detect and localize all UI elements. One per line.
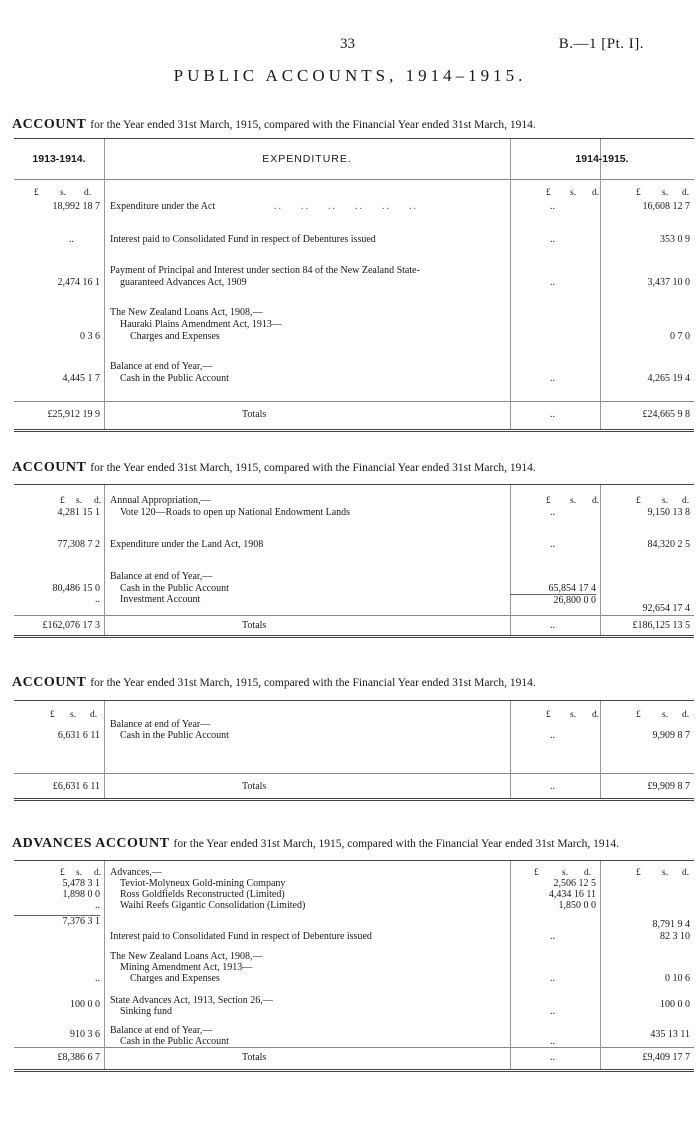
- unit-shilling: s.: [76, 868, 83, 878]
- advance-prev-amount: 1,898 0 0: [62, 889, 100, 900]
- row-description: Annual Appropriation,—: [110, 495, 211, 506]
- unit-pound: £: [636, 496, 641, 506]
- row-current-amount: 9,909 8 7: [652, 730, 690, 741]
- unit-pound: £: [546, 710, 551, 720]
- row-mid-amount: ..: [550, 201, 555, 212]
- row-current-amount: 92,654 17 4: [642, 603, 690, 614]
- unit-pence: d.: [592, 188, 600, 198]
- section4-heading-bold: ADVANCES ACCOUNT: [12, 836, 170, 851]
- unit-pence: d.: [84, 188, 92, 198]
- advance-amount: 1,850 0 0: [558, 900, 596, 911]
- row-description: Expenditure under the Act: [110, 201, 216, 212]
- advance-company: Ross Goldfields Reconstructed (Limited): [120, 889, 285, 900]
- unit-pence: d.: [592, 710, 600, 720]
- total-mid-amount: ..: [550, 781, 555, 792]
- row-description-cont: Cash in the Public Account: [120, 373, 229, 384]
- unit-pence: d.: [94, 496, 102, 506]
- row-prev-amount: ..: [95, 594, 100, 605]
- unit-pound: £: [636, 710, 641, 720]
- row-prev-amount: 80,486 15 0: [52, 583, 100, 594]
- unit-pound: £: [50, 710, 55, 720]
- unit-pound: £: [636, 188, 641, 198]
- totals-label: Totals: [242, 781, 267, 792]
- section2-heading: [12, 460, 536, 476]
- total-current-amount: £9,909 8 7: [647, 781, 690, 792]
- total-prev-amount: £25,912 19 9: [47, 409, 100, 420]
- row-current-amount: 3,437 10 0: [647, 277, 690, 288]
- row-prev-amount: 2,474 16 1: [57, 277, 100, 288]
- unit-pence: d.: [682, 496, 690, 506]
- totals-label: Totals: [242, 1052, 267, 1063]
- row-mid-amount: ..: [550, 1006, 555, 1017]
- unit-shilling: s.: [60, 188, 67, 198]
- section3-heading-bold: ACCOUNT: [12, 675, 87, 690]
- row-description-cont: Charges and Expenses: [130, 973, 220, 984]
- row-mid-amount: ..: [550, 277, 555, 288]
- advance-company: Teviot-Molyneux Gold-mining Company: [120, 878, 286, 889]
- section1-table: [14, 138, 694, 432]
- row-prev-amount: 910 3 6: [70, 1029, 100, 1040]
- row-description-cont: Sinking fund: [120, 1006, 172, 1017]
- total-mid-amount: ..: [550, 409, 555, 420]
- section2-heading-bold: ACCOUNT: [12, 460, 87, 475]
- unit-pence: d.: [94, 868, 102, 878]
- unit-shilling: s.: [76, 496, 83, 506]
- row-prev-amount: 6,631 6 11: [57, 730, 100, 741]
- advance-company: Waihi Reefs Gigantic Consolidation (Limited): [120, 900, 306, 911]
- unit-shilling: s.: [662, 188, 669, 198]
- section2-heading-text: for the Year ended 31st March, 1915, compared with the Financial Year ended 31st March, 1914.: [90, 462, 536, 474]
- row-prev-amount: 18,992 18 7: [52, 201, 100, 212]
- unit-pence: d.: [584, 868, 592, 878]
- section3-heading: [12, 675, 536, 691]
- row-prev-amount: 0 3 6: [80, 331, 100, 342]
- advance-amount: 2,506 12 5: [553, 878, 596, 889]
- row-description-cont: Vote 120—Roads to open up National Endowment Lands: [120, 507, 351, 518]
- unit-pence: d.: [682, 710, 690, 720]
- row-prev-amount: 77,308 7 2: [57, 539, 100, 550]
- unit-shilling: s.: [662, 496, 669, 506]
- section3-heading-text: for the Year ended 31st March, 1915, compared with the Financial Year ended 31st March, 1914.: [90, 677, 536, 689]
- document-reference: B.—1 [Pt. I].: [558, 36, 644, 52]
- row-prev-amount: ..: [69, 234, 74, 245]
- row-description-cont: Cash in the Public Account: [120, 730, 229, 741]
- total-current-amount: £24,665 9 8: [642, 409, 690, 420]
- advances-current-subtotal: 8,791 9 4: [652, 919, 690, 930]
- section1-heading-bold: ACCOUNT: [12, 117, 87, 132]
- unit-shilling: s.: [662, 868, 669, 878]
- section3-table: [14, 700, 694, 801]
- total-mid-amount: ..: [550, 1052, 555, 1063]
- row-prev-amount: ..: [95, 973, 100, 984]
- row-mid-amount: ..: [550, 539, 555, 550]
- advance-amount: 4,434 16 11: [548, 889, 596, 900]
- section4-heading: [12, 836, 619, 852]
- unit-pence: d.: [592, 496, 600, 506]
- col-header-expenditure: EXPENDITURE.: [262, 153, 352, 165]
- row-description: Payment of Principal and Interest under section 84 of the New Zealand State-: [110, 265, 420, 276]
- row-description-cont: Investment Account: [120, 594, 201, 605]
- unit-shilling: s.: [662, 710, 669, 720]
- advance-prev-amount: ..: [95, 900, 100, 911]
- row-current-amount: 0 7 0: [670, 331, 690, 342]
- unit-pound: £: [534, 868, 539, 878]
- row-current-amount: 4,265 19 4: [647, 373, 690, 384]
- row-mid-amount: ..: [550, 234, 555, 245]
- row-current-amount: 435 13 11: [650, 1029, 690, 1040]
- row-description-cont: Cash in the Public Account: [120, 583, 229, 594]
- leader-dots: .. .. .. .. .. ..: [274, 201, 418, 212]
- unit-pence: d.: [90, 710, 98, 720]
- row-description: Expenditure under the Land Act, 1908: [110, 539, 264, 550]
- row-description-cont: Cash in the Public Account: [120, 1036, 229, 1047]
- col-header-prev-year: 1913-1914.: [32, 153, 86, 165]
- unit-shilling: s.: [570, 710, 577, 720]
- row-description: Balance at end of Year,—: [110, 1025, 213, 1036]
- row-description: State Advances Act, 1913, Section 26,—: [110, 995, 273, 1006]
- row-description-cont: Charges and Expenses: [130, 331, 220, 342]
- row-description: Interest paid to Consolidated Fund in respect of Debentures issued: [110, 234, 376, 245]
- total-current-amount: £9,409 17 7: [642, 1052, 690, 1063]
- row-mid-amount: ..: [550, 730, 555, 741]
- row-mid-amount: ..: [550, 973, 555, 984]
- row-prev-amount: 100 0 0: [70, 999, 100, 1010]
- row-mid-amount: ..: [550, 507, 555, 518]
- unit-pence: d.: [682, 188, 690, 198]
- row-mid-amount: ..: [550, 373, 555, 384]
- section4-table: [14, 860, 694, 1072]
- col-header-current-year: 1914-1915.: [575, 153, 629, 165]
- row-current-amount: 84,320 2 5: [647, 539, 690, 550]
- unit-pound: £: [60, 868, 65, 878]
- page-title: PUBLIC ACCOUNTS, 1914–1915.: [173, 66, 527, 85]
- totals-label: Totals: [242, 409, 267, 420]
- unit-shilling: s.: [562, 868, 569, 878]
- row-mid-amount: 65,854 17 4: [548, 583, 596, 594]
- row-prev-amount: 4,445 1 7: [62, 373, 100, 384]
- unit-pound: £: [546, 496, 551, 506]
- row-mid-amount: 26,800 0 0: [510, 594, 596, 607]
- unit-pence: d.: [682, 868, 690, 878]
- unit-pound: £: [60, 496, 65, 506]
- row-current-amount: 9,150 13 8: [647, 507, 690, 518]
- unit-shilling: s.: [70, 710, 77, 720]
- row-description: Balance at end of Year,—: [110, 361, 213, 372]
- row-mid-amount: ..: [550, 931, 555, 942]
- row-current-amount: 100 0 0: [660, 999, 690, 1010]
- total-prev-amount: £162,076 17 3: [42, 620, 100, 631]
- advances-prev-subtotal: 7,376 3 1: [14, 915, 100, 928]
- row-current-amount: 16,608 12 7: [642, 201, 690, 212]
- row-description: The New Zealand Loans Act, 1908,—: [110, 307, 263, 318]
- section1-heading: [12, 117, 536, 133]
- section4-heading-text: for the Year ended 31st March, 1915, compared with the Financial Year ended 31st March, 1914.: [173, 838, 620, 850]
- totals-label: Totals: [242, 620, 267, 631]
- row-description: Balance at end of Year—: [110, 719, 211, 730]
- row-mid-amount: ..: [550, 1036, 555, 1047]
- row-description: The New Zealand Loans Act, 1908,—: [110, 951, 263, 962]
- row-description-cont: Mining Amendment Act, 1913—: [120, 962, 253, 973]
- unit-pound: £: [546, 188, 551, 198]
- row-description-cont: Hauraki Plains Amendment Act, 1913—: [120, 319, 282, 330]
- advance-prev-amount: 5,478 3 1: [62, 878, 100, 889]
- advances-heading: Advances,—: [110, 867, 162, 878]
- row-current-amount: 0 10 6: [665, 973, 690, 984]
- row-current-amount: 82 3 10: [660, 931, 690, 942]
- row-description: Interest paid to Consolidated Fund in respect of Debenture issued: [110, 931, 372, 942]
- total-prev-amount: £6,631 6 11: [52, 781, 100, 792]
- page-number: 33: [340, 36, 355, 52]
- unit-pound: £: [636, 868, 641, 878]
- row-description: Balance at end of Year,—: [110, 571, 213, 582]
- total-current-amount: £186,125 13 5: [632, 620, 690, 631]
- row-description-cont: guaranteed Advances Act, 1909: [120, 277, 247, 288]
- unit-pound: £: [34, 188, 39, 198]
- row-prev-amount: 4,281 15 1: [57, 507, 100, 518]
- unit-shilling: s.: [570, 496, 577, 506]
- section2-table: [14, 484, 694, 638]
- unit-shilling: s.: [570, 188, 577, 198]
- total-prev-amount: £8,386 6 7: [57, 1052, 100, 1063]
- total-mid-amount: ..: [550, 620, 555, 631]
- row-current-amount: 353 0 9: [660, 234, 690, 245]
- section1-heading-text: for the Year ended 31st March, 1915, compared with the Financial Year ended 31st March, 1914.: [90, 119, 536, 131]
